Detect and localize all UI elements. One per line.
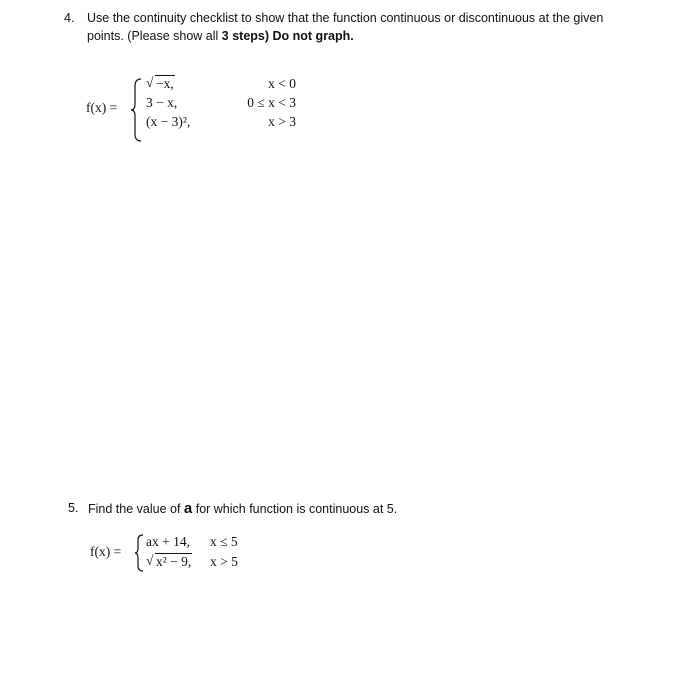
question-4-line2: [87, 28, 354, 45]
q4-case-3-expr: (x − 3)²,: [146, 114, 191, 129]
q5-fx-label: f(x) =: [90, 544, 122, 559]
q4-fx-label: f(x) =: [86, 100, 118, 115]
q4-case-1: [146, 76, 175, 92]
q4-sqrt: √ −x,: [146, 75, 174, 91]
q5-cond-2: x > 5: [210, 554, 238, 569]
question-5-text-pre: Find the value of: [88, 502, 184, 516]
question-5: [68, 500, 568, 520]
q4-case-3: [146, 114, 190, 130]
q5-case-2-expr: x² − 9,: [156, 554, 192, 569]
q4-cond-1: x < 0: [268, 76, 296, 91]
q4-cond-3: x > 3: [268, 114, 296, 129]
q4-function: [86, 74, 316, 144]
q4-left-brace: [130, 78, 142, 142]
q5-left-brace: [134, 534, 144, 572]
question-5-number: 5.: [68, 501, 79, 515]
q4-case-2: 3 − x,: [146, 95, 178, 110]
question-4-number: 4.: [64, 11, 75, 25]
question-4: [64, 10, 664, 50]
q5-function: [90, 534, 270, 574]
question-4-line2-bold: 3 steps) Do not graph.: [221, 29, 354, 43]
question-5-variable-a: a: [183, 500, 193, 517]
question-4-line1: Use the continuity checklist to show that the function continuous or discontinuous at the given: [87, 11, 604, 25]
question-5-text-post: for which function is continuous at 5.: [192, 502, 398, 516]
q5-case-1: ax + 14,: [146, 534, 190, 549]
q5-cond-1: x ≤ 5: [210, 534, 238, 549]
q4-case-1-expr: −x,: [156, 76, 174, 91]
q5-case-2: [146, 554, 192, 570]
q5-sqrt: √ x² − 9,: [146, 553, 192, 569]
q4-cond-2: 0 ≤ x < 3: [247, 95, 296, 110]
question-5-text: [88, 500, 397, 518]
question-4-line2-text: points. (Please show all: [87, 29, 222, 43]
